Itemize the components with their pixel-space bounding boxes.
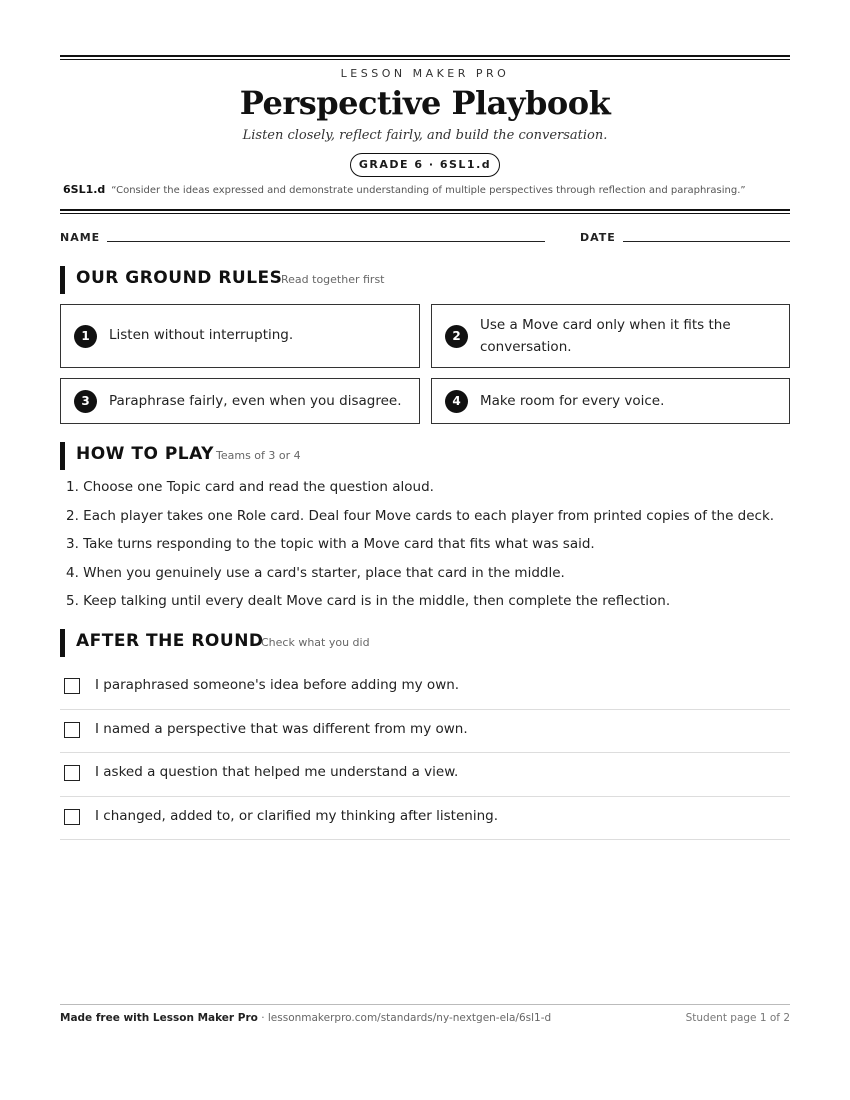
brand-label: LESSON MAKER PRO [340,67,510,80]
checkbox[interactable] [64,722,80,738]
header-top-rule [60,55,790,60]
date-label: DATE [580,231,616,244]
worksheet-page [60,0,790,1100]
grade-badge: GRADE 6 · 6SL1.d [350,153,500,177]
section-bar [60,266,65,294]
section-bar [60,629,65,657]
page-title: Perspective Playbook [239,84,611,122]
step-item: 5. Keep talking until every dealt Move card is in the middle, then complete the reflection. [66,593,671,609]
checklist-label: I changed, added to, or clarified my thinking after listening. [95,807,498,824]
checkbox[interactable] [64,765,80,781]
checkbox[interactable] [64,809,80,825]
checklist-label: I named a perspective that was different from my own. [95,720,468,737]
page-subtitle: Listen closely, reflect fairly, and build the conversation. [242,128,608,143]
standard-text: “Consider the ideas expressed and demonstrate understanding of multiple perspectives through reflection and paraphrasing.” [111,185,746,196]
step-item: 4. When you genuinely use a card's starter, place that card in the middle. [66,564,565,581]
rule-number-badge: 3 [74,390,97,413]
checklist-item [60,797,790,841]
section-title: OUR GROUND RULES [76,268,283,288]
section-note: Teams of 3 or 4 [216,449,301,462]
page-indicator: Student page 1 of 2 [685,1012,790,1024]
ground-rule-card [60,378,420,424]
step-item: 2. Each player takes one Role card. Deal four Move cards to each player from printed copies of the deck. [66,507,775,524]
checklist-item [60,753,790,797]
date-field[interactable] [623,241,790,242]
rule-number-badge: 1 [74,325,97,348]
footer-made-with: Made free with Lesson Maker Pro [60,1012,258,1024]
header-bottom-rule [60,209,790,214]
section-title: AFTER THE ROUND [76,631,264,651]
section-title: HOW TO PLAY [76,444,214,464]
section-note: Check what you did [261,636,370,649]
reflection-checklist [60,666,790,840]
step-item: 1. Choose one Topic card and read the question aloud. [66,479,434,495]
checklist-item [60,710,790,754]
rule-text: Paraphrase fairly, even when you disagree. [109,393,402,409]
ground-rule-card [431,378,790,424]
rule-text: Use a Move card only when it fits the conversation. [480,317,731,355]
step-item: 3. Take turns responding to the topic with a Move card that fits what was said. [66,536,595,552]
footer-url[interactable]: lessonmakerpro.com/standards/ny-nextgen-ela/6sl1-d [267,1012,552,1024]
footer-separator: · [257,1012,268,1024]
footer-divider [60,1004,790,1005]
section-note: Read together first [281,273,385,286]
name-label: NAME [60,231,101,244]
checklist-item [60,666,790,710]
rule-text: Make room for every voice. [480,393,665,409]
standard-statement [63,183,790,196]
section-bar [60,442,65,470]
name-field[interactable] [107,241,545,242]
checkbox[interactable] [64,678,80,694]
footer-credit [60,1012,551,1024]
rule-number-badge: 4 [445,390,468,413]
checklist-label: I paraphrased someone's idea before adding my own. [95,677,460,693]
ground-rule-card [431,304,790,368]
rule-number-badge: 2 [445,325,468,348]
standard-code: 6SL1.d [63,183,106,196]
how-to-play-steps [66,476,790,619]
rule-text: Listen without interrupting. [109,327,294,343]
checklist-label: I asked a question that helped me understand a view. [95,764,459,781]
ground-rule-card [60,304,420,368]
